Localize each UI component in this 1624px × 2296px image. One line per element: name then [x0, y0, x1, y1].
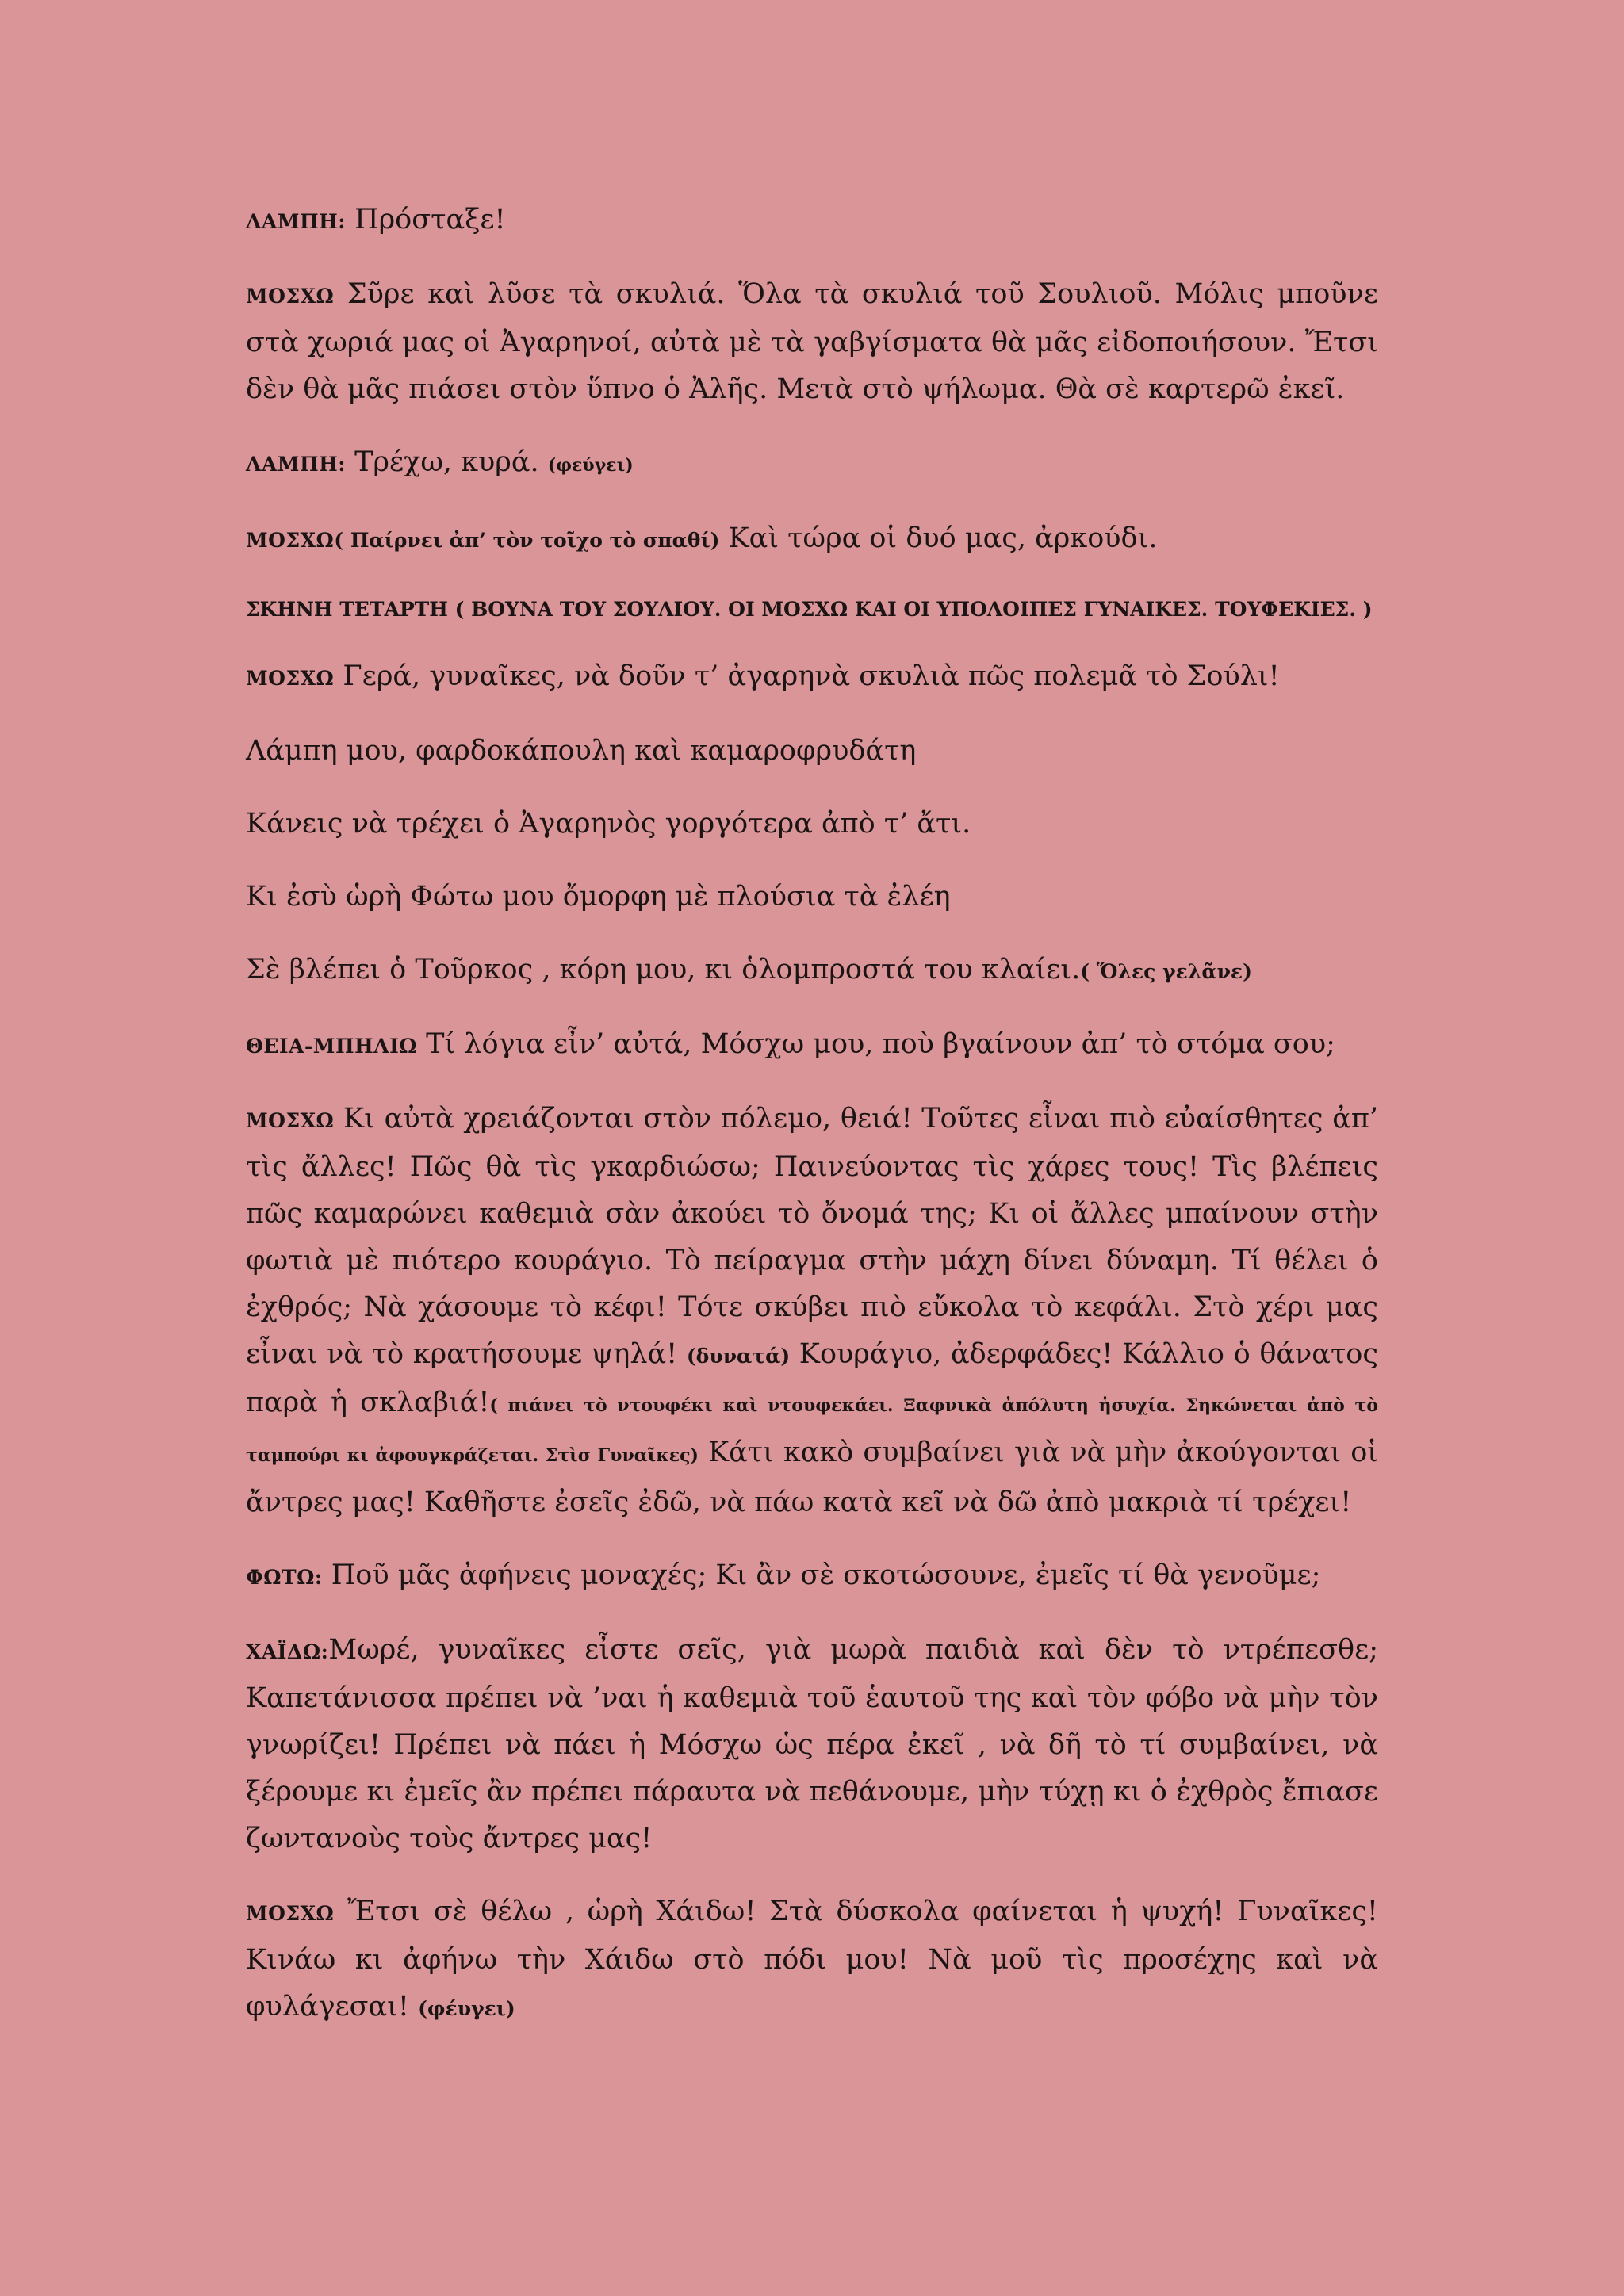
- dialogue-paragraph: [246, 1627, 1378, 1862]
- speaker-name: ΜΟΣΧΩ: [246, 1902, 335, 1925]
- dialogue-text: Μωρέ, γυναῖκες εἶστε σεῖς, γιὰ μωρὰ παιδιὰ καὶ δὲν τὸ ντρέπεσθε; Καπετάνισσα πρέπει νὰ ’ναι ἡ καθεμιὰ τοῦ ἑαυτοῦ της καὶ τὸν φόβο νὰ μὴν τὸν γνωρίζει! Πρέπει νὰ πάει ἡ Μόσχω ὡς πέρα ἐκεῖ , νὰ δῆ τὸ τί συμβαίνει, νὰ ξέρουμε κι ἐμεῖς ἂν πρέπει πάραυτα νὰ πεθάνουμε, μὴν τύχῃ κι ὁ ἐχθρὸς ἔπιασε ζωντανοὺς τοὺς ἄντρες μας!: [246, 1634, 1378, 1854]
- verse-line: [246, 728, 1378, 775]
- speaker-name: ΘΕΙΑ-ΜΠΗΛΙΩ: [246, 1035, 418, 1058]
- speaker-name: ΜΟΣΧΩ: [246, 1109, 335, 1132]
- dialogue-paragraph: [246, 1096, 1378, 1526]
- stage-direction: ( πιάνει τὸ ντουφέκι καὶ ντουφεκάει. Ξαφνικὰ ἀπόλυτη ἡσυχία. Σηκώνεται ἀπὸ τὸ ταμπούρι κι ἀφουγκράζεται. Στὶσ Γυναῖκες): [246, 1395, 1378, 1466]
- dialogue-text: Κάτι κακὸ συμβαίνει γιὰ νὰ μὴν ἀκούγονται οἱ ἄντρες μας! Καθῆστε ἐσεῖς ἐδῶ, νὰ πάω κατὰ κεῖ νὰ δῶ ἀπὸ μακριὰ τί τρέχει!: [246, 1437, 1378, 1518]
- dialogue-paragraph: [246, 1021, 1378, 1070]
- dialogue-paragraph: [246, 271, 1378, 413]
- scene-heading: ΣΚΗΝΗ ΤΕΤΑΡΤΗ ( ΒΟΥΝΑ ΤΟΥ ΣΟΥΛΙΟΥ. ΟΙ ΜΟΣΧΩ ΚΑΙ ΟΙ ΥΠΟΛΟΙΠΕΣ ΓΥΝΑΙΚΕΣ. ΤΟΥΦΕΚΙΕΣ. ): [246, 598, 1373, 621]
- speaker-name: ΜΟΣΧΩ: [246, 529, 335, 552]
- speaker-name: ΛΑΜΠΗ:: [246, 453, 346, 476]
- dialogue-paragraph: [246, 1888, 1378, 2032]
- speaker-name: ΛΑΜΠΗ:: [246, 210, 346, 233]
- verse-text: Κάνεις νὰ τρέχει ὁ Ἀγαρηνὸς γοργότερα ἀπὸ τ’ ἄτι.: [246, 808, 971, 840]
- dialogue-paragraph: [246, 653, 1378, 702]
- verse-text: Κι ἐσὺ ὡρὴ Φώτω μου ὄμορφη μὲ πλούσια τὰ ἐλέη: [246, 881, 951, 913]
- dialogue-paragraph: [246, 1552, 1378, 1601]
- verse-text: Λάμπη μου, φαρδοκάπουλη καὶ καμαροφρυδάτη: [246, 735, 917, 767]
- stage-direction: ( Παίρνει ἀπ’ τὸν τοῖχο τὸ σπαθί): [334, 529, 720, 552]
- dialogue-text: Γερά, γυναῖκες, νὰ δοῦν τ’ ἀγαρηνὰ σκυλιὰ πῶς πολεμᾶ τὸ Σούλι!: [334, 660, 1280, 692]
- dialogue-text: Τί λόγια εἶν’ αὐτά, Μόσχω μου, ποὺ βγαίνουν ἀπ’ τὸ στόμα σου;: [417, 1028, 1335, 1060]
- verse-line: [246, 801, 1378, 848]
- dialogue-paragraph: [246, 439, 1378, 489]
- stage-direction: (φεύγει): [547, 455, 634, 476]
- speaker-name: ΧΑΪΔΩ:: [246, 1640, 329, 1663]
- dialogue-text: Πρόσταξε!: [345, 204, 506, 235]
- stage-direction: (φέυγει): [418, 1997, 515, 2020]
- stage-direction: (δυνατά): [686, 1345, 791, 1368]
- dialogue-paragraph: [246, 515, 1378, 564]
- dialogue-text: Σῦρε καὶ λῦσε τὰ σκυλιά. Ὅλα τὰ σκυλιά τοῦ Σουλιοῦ. Μόλις μποῦνε στὰ χωριά μας οἱ Ἀγαρηνοί, αὐτὰ μὲ τὰ γαβγίσματα θὰ μᾶς εἰδοποιήσουν. Ἔτσι δὲν θὰ μᾶς πιάσει στὸν ὕπνο ὁ Ἀλῆς. Μετὰ στὸ ψήλωμα. Θὰ σὲ καρτερῶ ἐκεῖ.: [246, 278, 1378, 405]
- dialogue-text: Ἔτσι σὲ θέλω , ὡρὴ Χάιδω! Στὰ δύσκολα φαίνεται ἡ ψυχή! Γυναῖκες! Κινάω κι ἀφήνω τὴν Χάιδω στὸ πόδι μου! Νὰ μοῦ τὶς προσέχης καὶ νὰ φυλάγεσαι!: [246, 1896, 1378, 2022]
- dialogue-text: Κουράγιο, ἀδερφάδες! Κάλλιο ὁ θάνατος παρὰ ἡ σκλαβιά!: [246, 1338, 1378, 1418]
- dialogue-text: Καὶ τώρα οἱ δυό μας, ἀρκούδι.: [719, 522, 1158, 554]
- dialogue-text: Τρέχω, κυρά.: [345, 446, 548, 478]
- dialogue-text: Κι αὐτὰ χρειάζονται στὸν πόλεμο, θειά! Τοῦτες εἶναι πιὸ εὐαίσθητες ἀπ’ τὶς ἄλλες! Πῶς θὰ τὶς γκαρδιώσω; Παινεύοντας τὶς χάρες τους! Τὶς βλέπεις πῶς καμαρώνει καθεμιὰ σὰν ἀκούει τὸ ὄνομά της; Κι οἱ ἄλλες μπαίνουν στὴν φωτιὰ μὲ πιότερο κουράγιο. Τὸ πείραγμα στὴν μάχη δίνει δύναμη. Τί θέλει ὁ ἐχθρός; Νὰ χάσουμε τὸ κέφι! Τότε σκύβει πιὸ εὔκολα τὸ κεφάλι. Στὸ χέρι μας εἶναι νὰ τὸ κρατήσουμε ψηλά!: [246, 1103, 1378, 1370]
- dialogue-paragraph: [246, 197, 1378, 245]
- speaker-name: ΦΩΤΩ:: [246, 1566, 323, 1589]
- document-page: [246, 197, 1378, 2058]
- verse-line: [246, 947, 1378, 995]
- verse-text: Σὲ βλέπει ὁ Τοῦρκος , κόρη μου, κι ὁλομπροστά του κλαίει.: [246, 954, 1081, 985]
- speaker-name: ΜΟΣΧΩ: [246, 667, 335, 690]
- verse-line: [246, 874, 1378, 920]
- speaker-name: ΜΟΣΧΩ: [246, 285, 335, 308]
- dialogue-text: Ποῦ μᾶς ἀφήνεις μοναχές; Κι ἂν σὲ σκοτώσουνε, ἐμεῖς τί θὰ γενοῦμε;: [322, 1559, 1321, 1591]
- stage-direction: ( Ὅλες γελᾶνε): [1080, 960, 1252, 983]
